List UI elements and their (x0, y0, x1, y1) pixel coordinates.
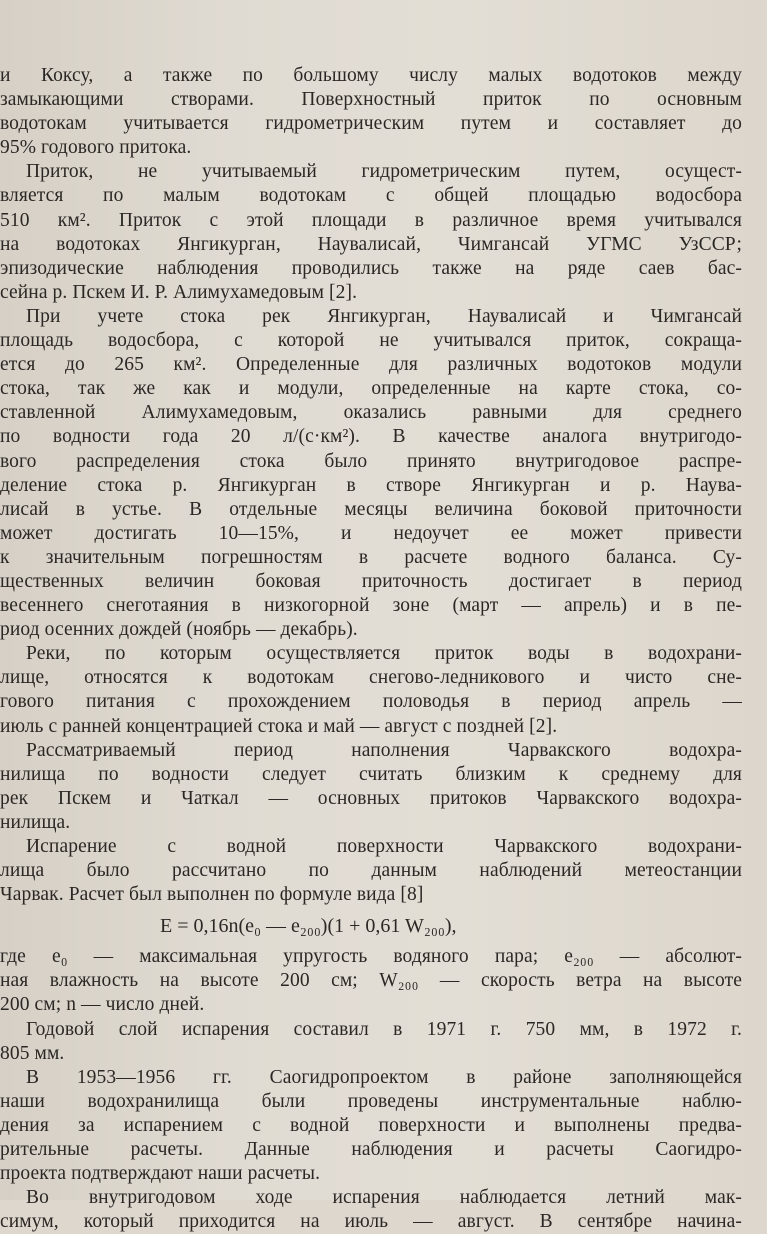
text-line: по водности года 20 л/(с·км²). В качестве аналога внутригодо- (0, 426, 742, 448)
text-line: лисай в устье. В отдельные месяцы величина боковой приточности (0, 498, 742, 520)
text-line: 510 км². Приток с этой площади в различное время учитывался (0, 209, 742, 231)
text-line: Реки, по которым осуществляется приток воды в водохрани- (26, 643, 742, 665)
paragraph (0, 945, 742, 1017)
text-line: на водотоках Янгикурган, Наувалисай, Чимгансай УГМС УзССР; (0, 233, 742, 255)
paragraph (0, 1018, 742, 1066)
text-line: ная влажность на высоте 200 см; W₂₀₀ — скорость ветра на высоте (0, 970, 742, 992)
text-line: нилища. (0, 811, 71, 833)
text-line: проекта подтверждают наши расчеты. (0, 1163, 321, 1185)
paragraph (0, 642, 742, 738)
text-line: риод осенних дождей (ноябрь — декабрь). (0, 619, 358, 641)
text-line: весеннего снеготаяния в низкогорной зоне (март — апрель) и в пе- (0, 595, 742, 617)
text-line: 200 см; n — число дней. (0, 994, 205, 1016)
text-line: эпизодические наблюдения проводились также на ряде саев бас- (0, 257, 742, 279)
paragraph (0, 835, 742, 907)
text-line: стока, так же как и модули, определенные на карте стока, со- (0, 378, 742, 400)
text-line: деление стока р. Янгикурган в створе Янгикурган и р. Наува- (0, 474, 742, 496)
text-line: щественных величин боковая приточность достигает в период (0, 570, 742, 592)
text-line: дения за испарением с водной поверхности и выполнены предва- (0, 1114, 742, 1136)
text-line: замыкающими створами. Поверхностный приток по основным (0, 89, 742, 111)
text-line: наши водохранилища были проведены инструментальные наблю- (0, 1090, 742, 1112)
text-line: лище, относятся к водотокам снегово-ледникового и чисто сне- (0, 667, 742, 689)
text-line: рек Пскем и Чаткал — основных притоков Чарвакского водохра- (0, 787, 742, 809)
text-line: лища было рассчитано по данным наблюдений метеостанции (0, 860, 742, 882)
text-line: 805 мм. (0, 1042, 65, 1064)
paragraph (0, 160, 742, 305)
text-line: Рассматриваемый период наполнения Чарвакского водохра- (26, 739, 742, 761)
text-line: Во внутригодовом ходе испарения наблюдается летний мак- (26, 1187, 742, 1209)
paragraph (0, 1186, 742, 1234)
text-line: июль с ранней концентрацией стока и май — август с поздней [2]. (0, 715, 558, 737)
text-line: 95% годового притока. (0, 137, 192, 159)
text-line: к значительным погрешностям в расчете водного баланса. Су- (0, 546, 742, 568)
text-line: вляется по малым водотокам с общей площадью водосбора (0, 185, 742, 207)
text-column (0, 64, 742, 1234)
text-line: Чарвак. Расчет был выполнен по формуле вида [8] (0, 884, 424, 906)
text-line: Годовой слой испарения составил в 1971 г. 750 мм, в 1972 г. (26, 1018, 742, 1040)
paragraph (0, 1066, 742, 1186)
text-line: Испарение с водной поверхности Чарвакского водохрани- (26, 836, 742, 857)
text-line: и Коксу, а также по большому числу малых водотоков между (0, 65, 742, 86)
text-line: ставленной Алимухамедовым, оказались равными для среднего (0, 402, 742, 424)
text-line: водотокам учитывается гидрометрическим путем и составляет до (0, 113, 742, 135)
text-line: площадь водосбора, с которой не учитывался приток, сокраща- (0, 330, 742, 352)
paragraph (0, 739, 742, 835)
text-line: где e₀ — максимальная упругость водяного пара; e₂₀₀ — абсолют- (0, 946, 742, 968)
text-line: сейна р. Пскем И. Р. Алимухамедовым [2]. (0, 281, 358, 303)
text-line: гового питания с прохождением половодья в период апрель — (0, 691, 742, 713)
paragraph (0, 64, 742, 160)
text-line: рительные расчеты. Данные наблюдения и расчеты Саогидро- (0, 1139, 742, 1161)
text-line: симум, который приходится на июль — август. В сентябре начина- (0, 1211, 742, 1233)
text-line: нилища по водности следует считать близким к среднему для (0, 763, 742, 785)
text-line: В 1953—1956 гг. Саогидропроектом в районе заполняющейся (26, 1066, 742, 1088)
paragraph (0, 305, 742, 642)
text-line: ется до 265 км². Определенные для различных водотоков модули (0, 354, 742, 376)
text-line: Приток, не учитываемый гидрометрическим путем, осущест- (26, 161, 742, 183)
text-line: При учете стока рек Янгикурган, Наувалисай и Чимгансай (26, 305, 742, 327)
text-line: может достигать 10—15%, и недоучет ее может привести (0, 522, 742, 544)
text-line: вого распределения стока было принято внутригодовое распре- (0, 450, 742, 472)
evaporation-formula: E = 0,16n(e₀ — e₂₀₀)(1 + 0,61 W₂₀₀), (160, 915, 457, 938)
